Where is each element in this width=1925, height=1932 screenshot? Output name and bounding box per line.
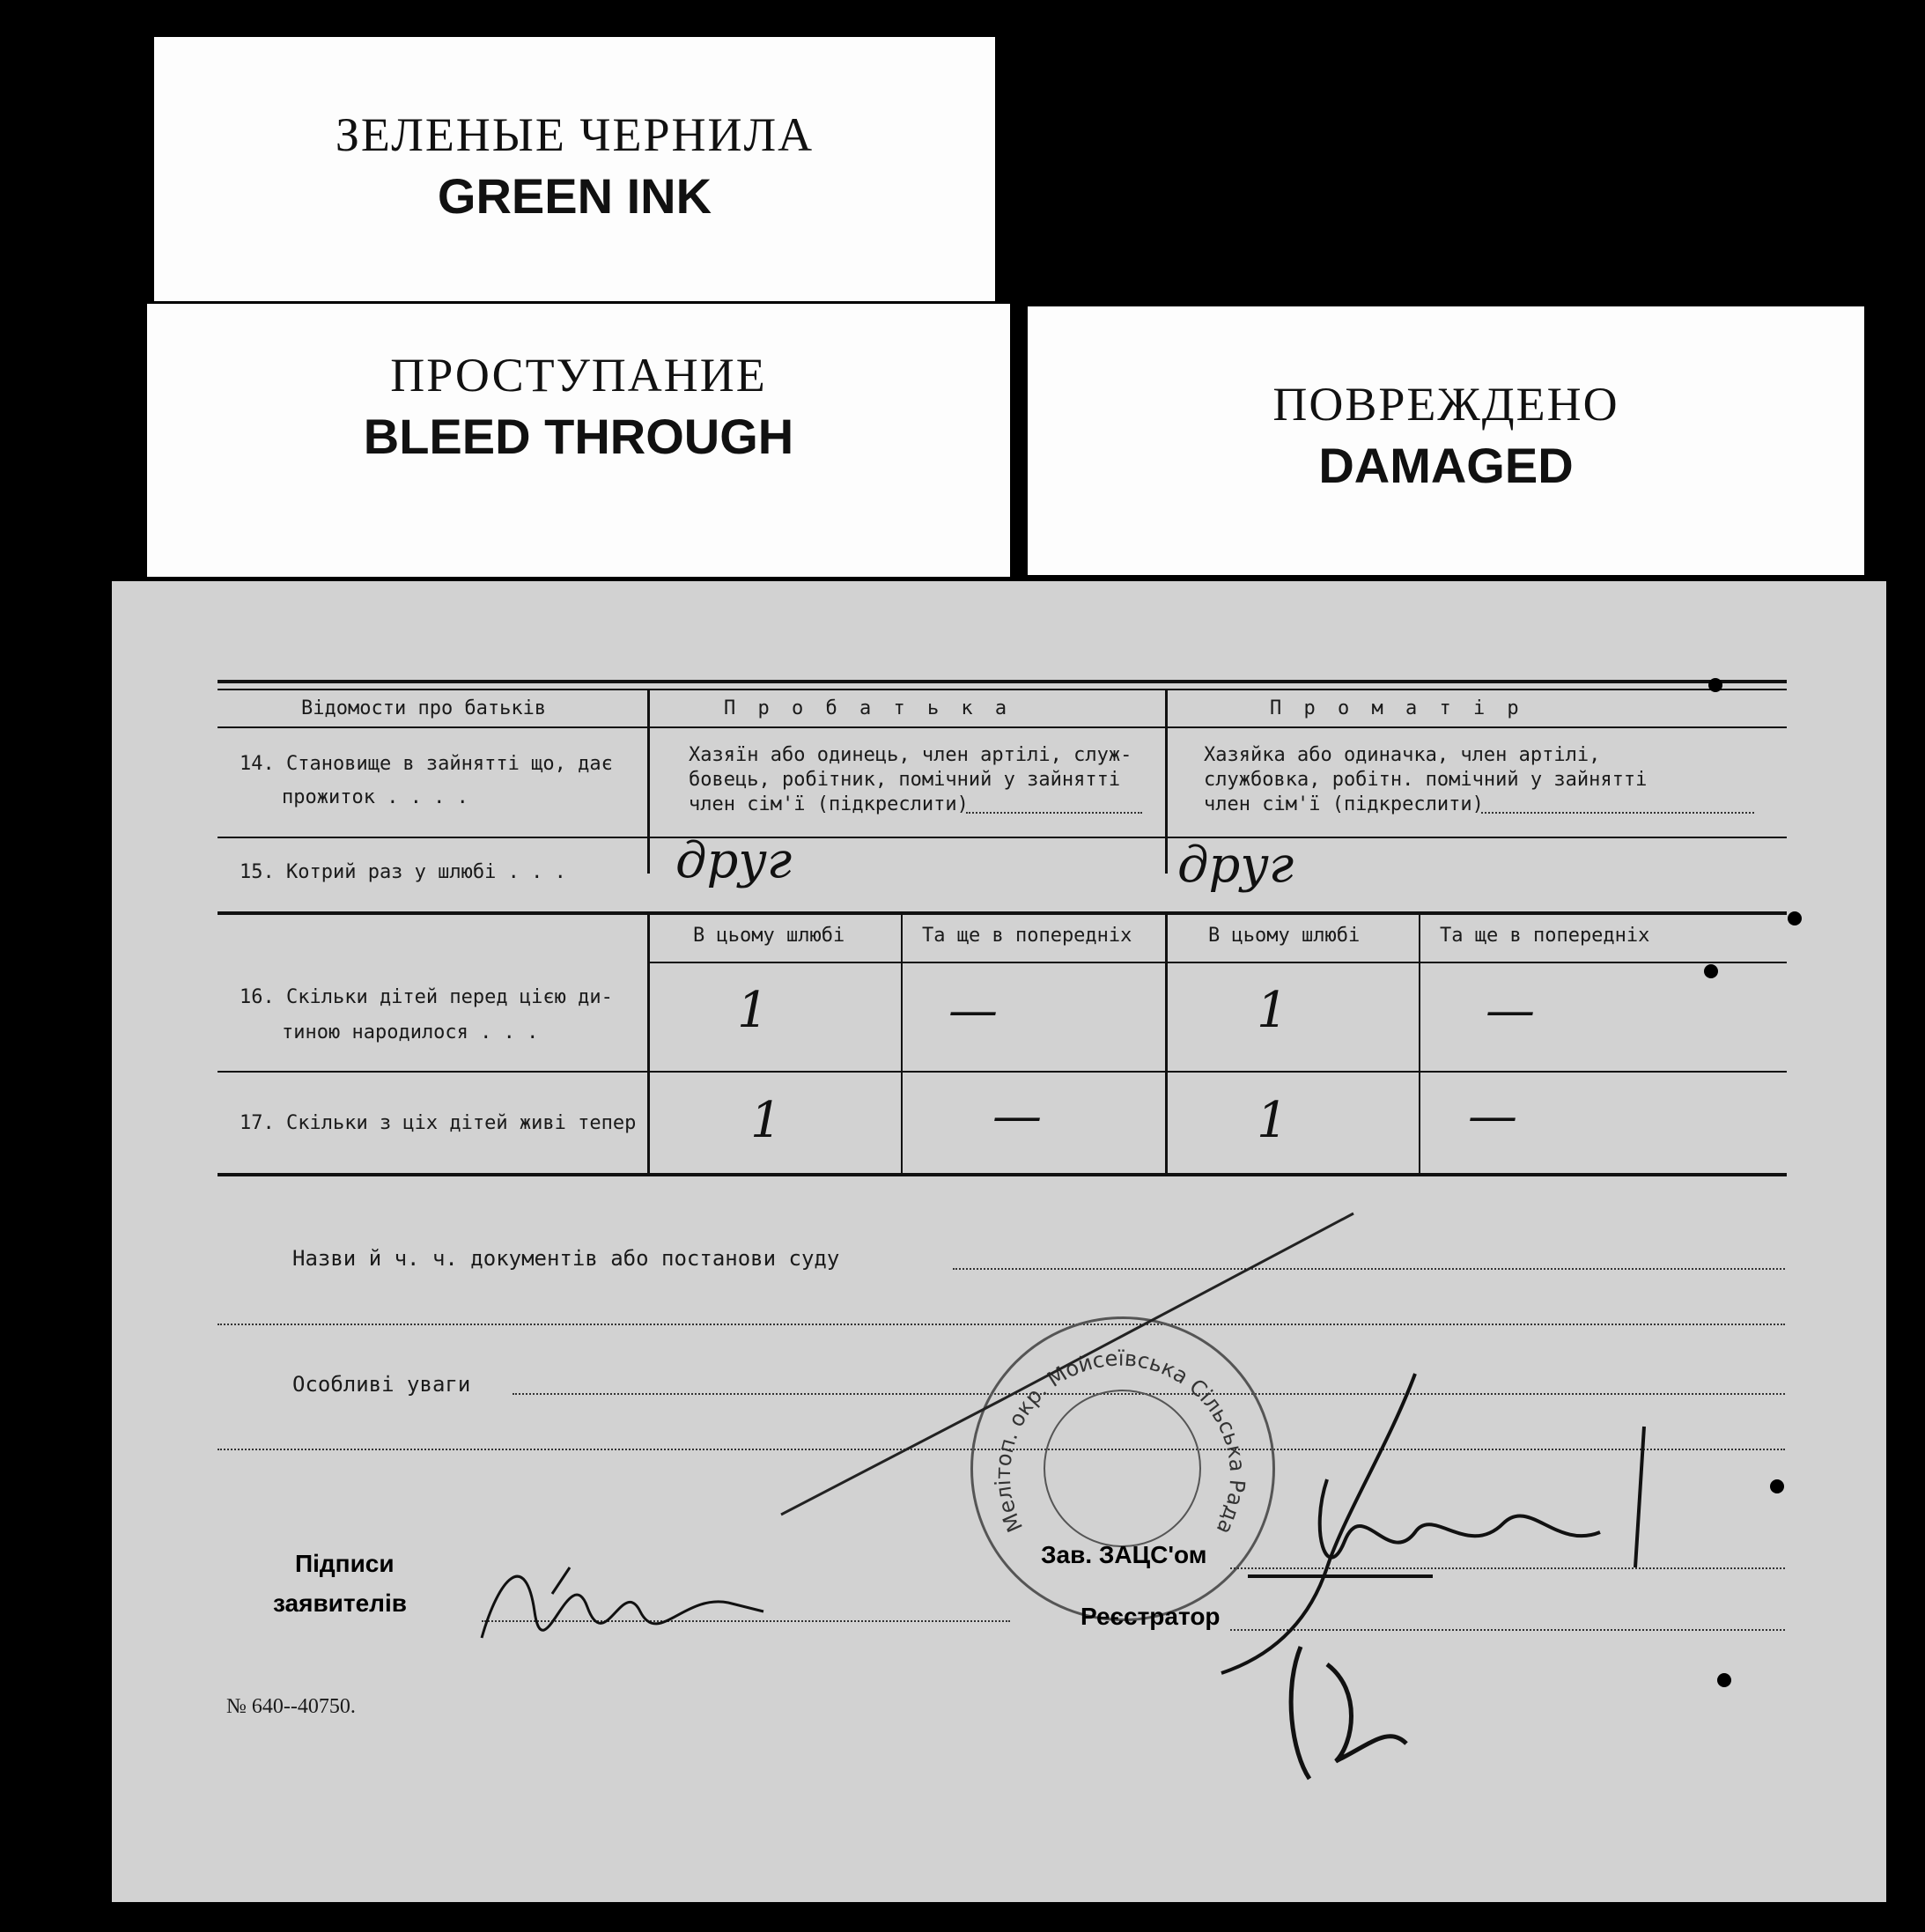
registrar-initials bbox=[1291, 1647, 1406, 1779]
row15-label: 15. Котрий раз у шлюбі . . . bbox=[240, 861, 566, 883]
green-ink-ru-label: ЗЕЛЕНЫЕ ЧЕРНИЛА bbox=[335, 108, 815, 161]
damage-hole bbox=[1717, 1673, 1731, 1687]
row14-label-1: 14. Становище в зайнятті що, дає bbox=[240, 753, 613, 775]
documents-label: Назви й ч. ч. документів або постанови суду bbox=[292, 1246, 840, 1271]
damaged-en-label: DAMAGED bbox=[1318, 438, 1574, 493]
applicant-signature bbox=[482, 1567, 763, 1638]
row14-mother-1: Хазяйка або одиначка, член артілі, bbox=[1204, 744, 1601, 766]
head-signature bbox=[1221, 1374, 1644, 1673]
row17-label: 17. Скільки з ціх дітей живі тепер bbox=[240, 1112, 637, 1134]
remarks-label: Особливі уваги bbox=[292, 1372, 471, 1397]
row17-mother-this: 1 bbox=[1257, 1092, 1288, 1149]
sub-father-this: В цьому шлюбі bbox=[693, 925, 845, 947]
row16-label-1: 16. Скільки дітей перед цією ди- bbox=[240, 986, 613, 1008]
sub-mother-this: В цьому шлюбі bbox=[1208, 925, 1361, 947]
green-ink-en-label: GREEN INK bbox=[437, 168, 712, 224]
green-ink-card bbox=[154, 37, 995, 301]
row14-father-1: Хазяїн або одинець, член артілі, служ- bbox=[689, 744, 1132, 766]
row14-mother-2: службовка, робітн. помічний у зайнятті bbox=[1204, 769, 1648, 791]
bleed-through-card bbox=[147, 304, 1010, 577]
cancellation-stroke bbox=[781, 1213, 1353, 1515]
signatures-label-2: заявителів bbox=[273, 1589, 407, 1617]
handwriting-overlay bbox=[112, 581, 1886, 1902]
form-sheet bbox=[112, 581, 1886, 1902]
row17-father-this: 1 bbox=[750, 1092, 782, 1149]
damaged-card bbox=[1028, 306, 1864, 575]
bleed-through-ru-label: ПРОСТУПАНИЕ bbox=[390, 349, 767, 402]
header-father: П р о б а т ь к а bbox=[724, 697, 1013, 719]
signatures-label-1: Підписи bbox=[295, 1550, 395, 1577]
row15-father-value: друг bbox=[675, 832, 793, 889]
header-mother: П р о м а т і р bbox=[1270, 697, 1524, 719]
registrar-label: Реєстратор bbox=[1081, 1603, 1221, 1630]
head-label: Зав. ЗАЦС'ом bbox=[1041, 1541, 1207, 1568]
form-number: № 640--40750. bbox=[226, 1695, 356, 1718]
row14-father-2: бовець, робітник, помічний у зайнятті bbox=[689, 769, 1121, 791]
row14-label-2: прожиток . . . . bbox=[282, 786, 468, 808]
sub-father-prev: Та ще в попередніх bbox=[922, 925, 1132, 947]
damage-hole bbox=[1708, 678, 1722, 692]
damage-hole bbox=[1704, 964, 1718, 978]
row17-mother-prev: — bbox=[1468, 1088, 1517, 1145]
row15-mother-value: друг bbox=[1177, 837, 1294, 894]
row16-father-prev: — bbox=[948, 982, 998, 1039]
stamp-text: Мелітоп. окр. Мойсеївська Сільська Рада bbox=[990, 1346, 1250, 1539]
damaged-ru-label: ПОВРЕЖДЕНО bbox=[1272, 378, 1619, 431]
row14-father-3: член сім'ї (підкреслити) bbox=[689, 793, 969, 815]
sub-mother-prev: Та ще в попередніх bbox=[1440, 925, 1650, 947]
row14-mother-3: член сім'ї (підкреслити) bbox=[1204, 793, 1484, 815]
damage-hole bbox=[1788, 911, 1802, 925]
row17-father-prev: — bbox=[992, 1088, 1042, 1145]
bleed-through-en-label: BLEED THROUGH bbox=[363, 409, 794, 464]
header-parents-info: Відомости про батьків bbox=[301, 697, 547, 719]
row16-mother-prev: — bbox=[1486, 982, 1535, 1039]
row16-mother-this: 1 bbox=[1257, 982, 1288, 1039]
damage-hole bbox=[1770, 1479, 1784, 1493]
row16-label-2: тиною народилося . . . bbox=[282, 1021, 539, 1043]
row16-father-this: 1 bbox=[737, 982, 769, 1039]
